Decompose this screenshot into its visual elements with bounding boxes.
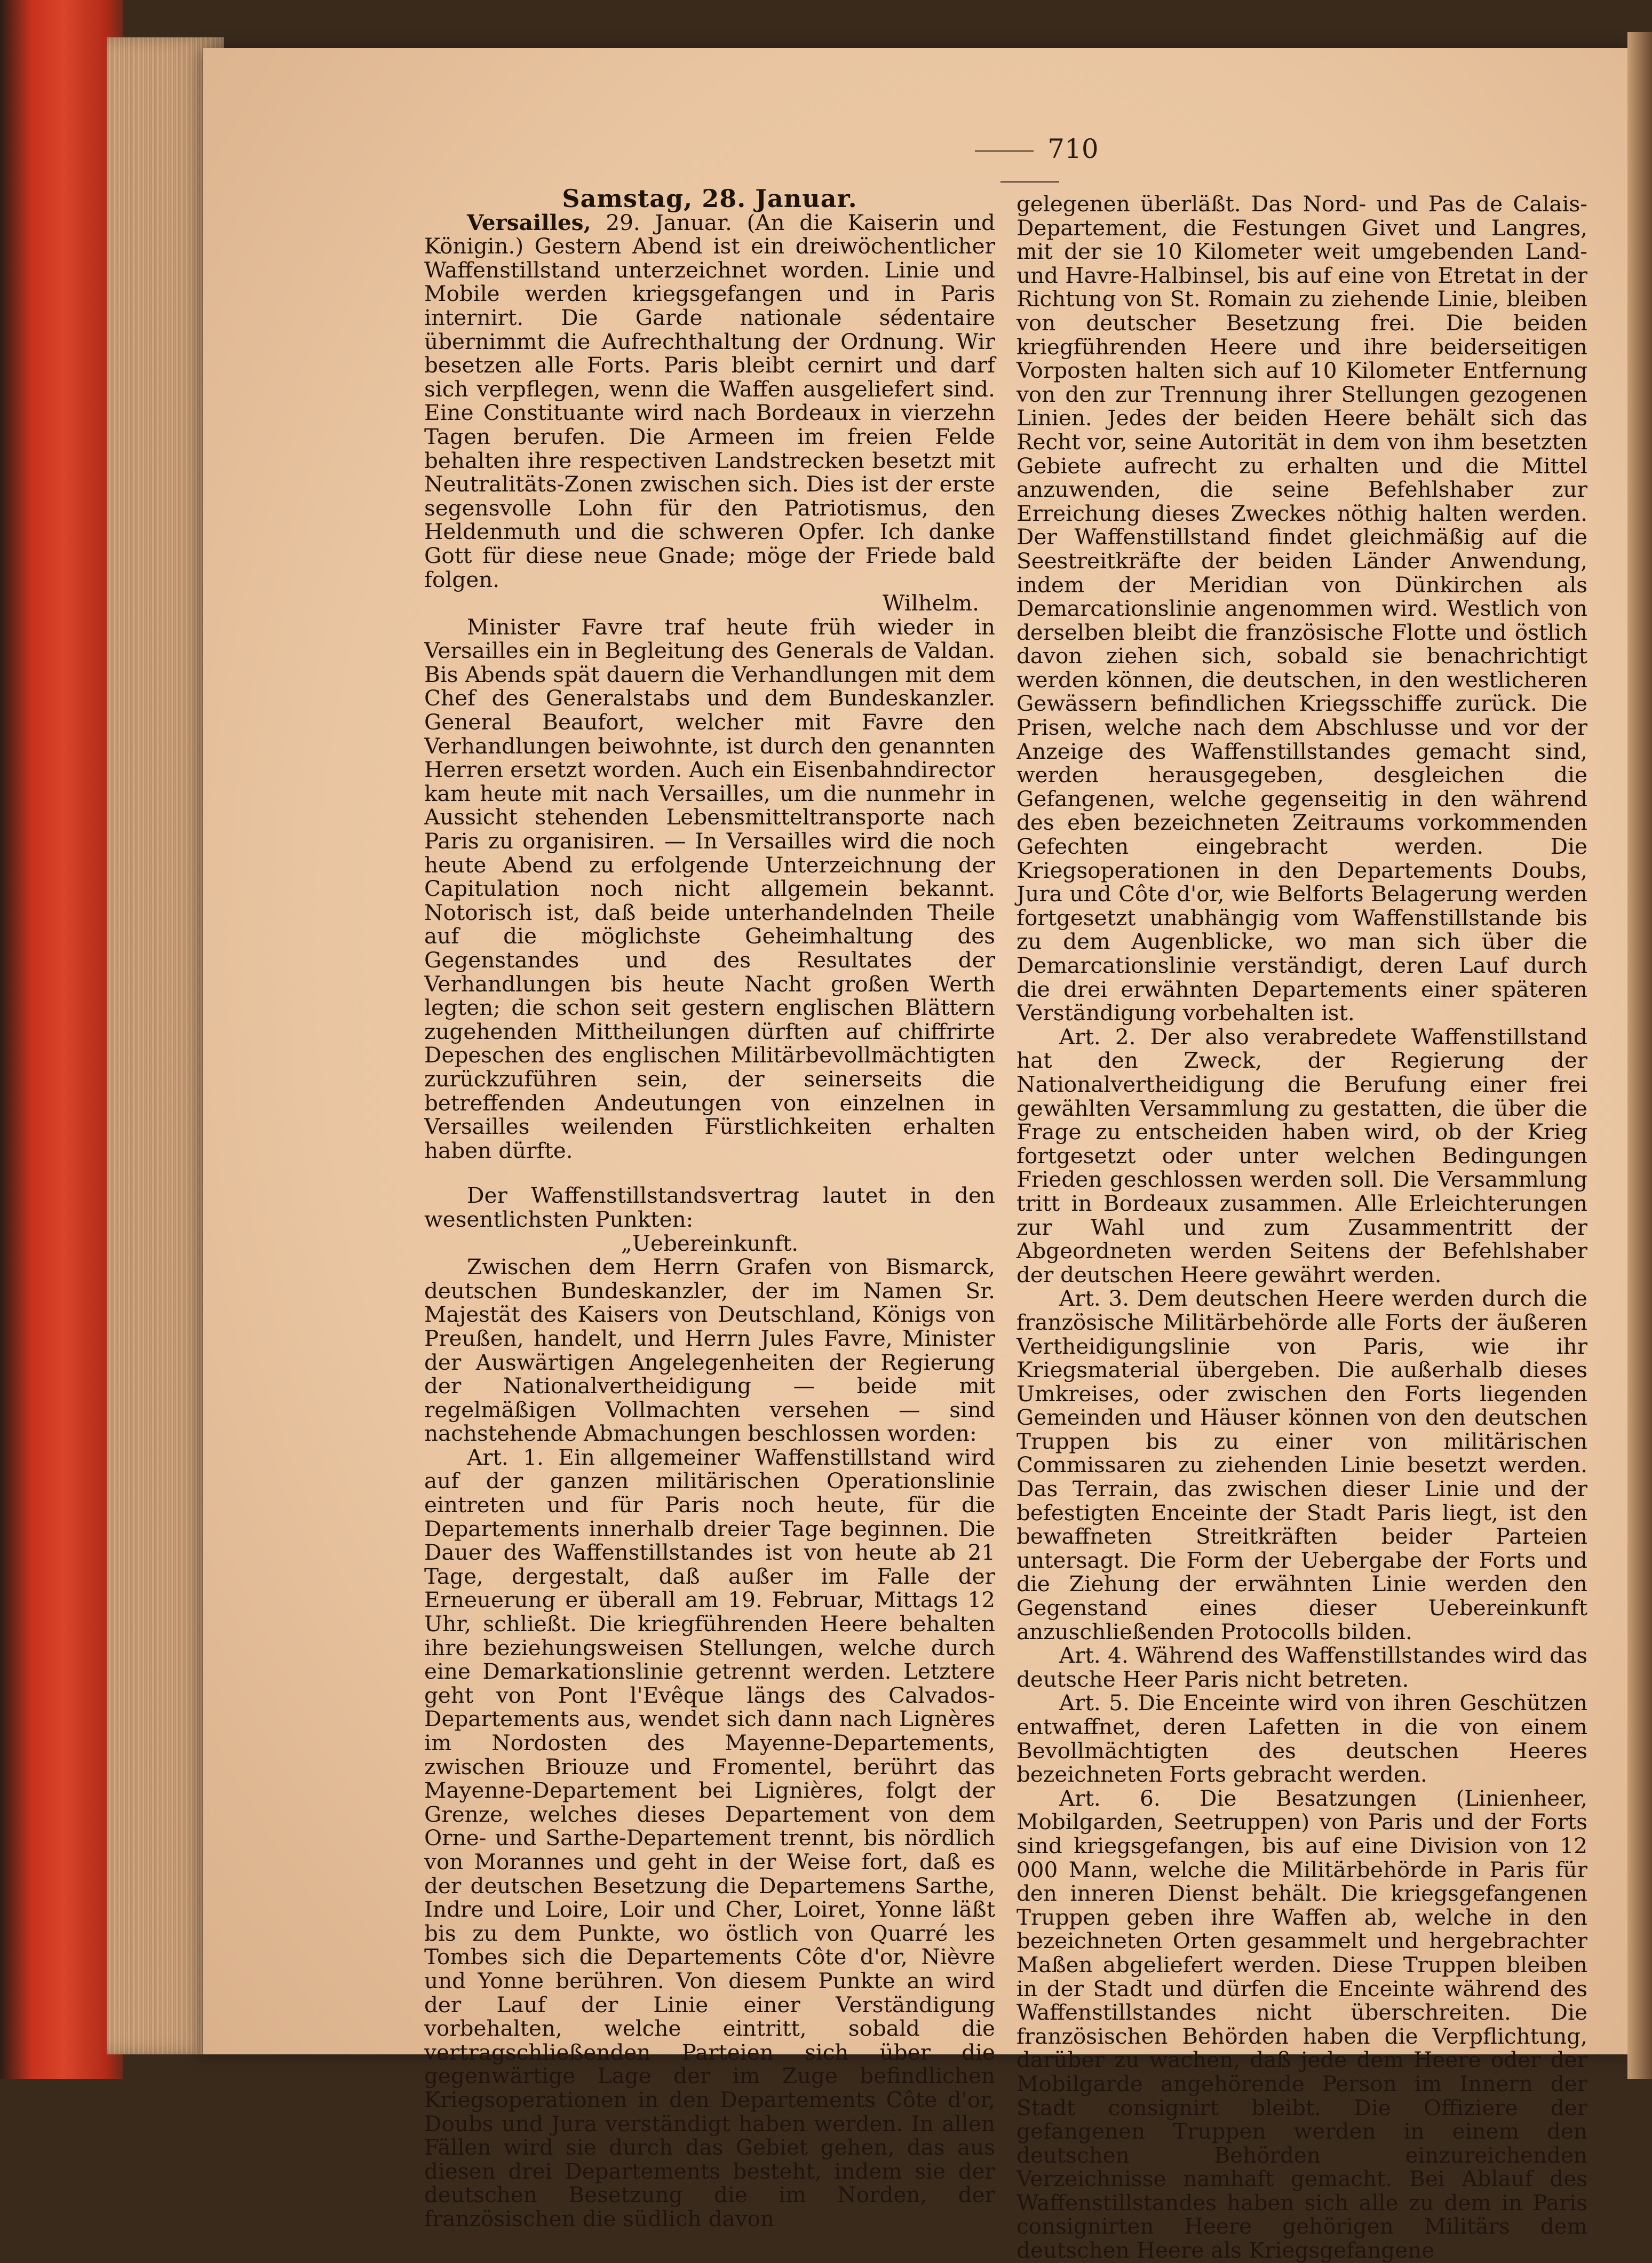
- page-right-edge: [1627, 32, 1652, 2079]
- article-6: Art. 6. Die Besatzungen (Linienheer, Mobilgarden, Seetruppen) von Paris und der Forts sind kriegsgefangen, bis auf eine Division von 12 000 Mann, welche die Militärbehörde in Paris für den inneren Dienst behält. Die kriegsgefangenen Truppen geben ihre Waffen ab, welche in den bezeichneten Orten gesammelt und hergebrachter Maßen abgeliefert werden. Diese Truppen bleiben in der Stadt und dürfen die Enceinte während des Waffenstillstandes nicht überschreiten. Die französischen Behörden haben die Verpflichtung, darüber zu wachen, daß jede dem Heere oder der Mobilgarde angehörende Person im Innern der Stadt consignirt bleibt. Die Offiziere der gefangenen Truppen werden in einem den deutschen Behörden einzureichenden Verzeichnisse namhaft gemacht. Bei Ablauf des Waffenstillstandes haben sich alle zu dem in Paris consignirten Heere gehörigen Militärs dem deutschen Heere als Kriegsgefangene: [1016, 1785, 1587, 2263]
- treaty-intro: Der Waffenstillstandsvertrag lautet in den wesentlichsten Punkten:: [424, 1182, 995, 1232]
- treaty-title: „Uebereinkunft.: [621, 1230, 799, 1256]
- left-column: [424, 184, 995, 2232]
- article-3: Art. 3. Dem deutschen Heere werden durch die französische Militärbehörde alle Forts der äußeren Vertheidigungslinie von Paris, wie ihr Kriegsmaterial übergeben. Die außerhalb dieses Umkreises, oder zwischen den Forts liegenden Gemeinden und Häuser können von den deutschen Truppen bis zu einer von militärischen Commissaren zu ziehenden Linie besetzt werden. Das Terrain, das zwischen dieser Linie und der befestigten Enceinte der Stadt Paris liegt, ist den bewaffneten Streitkräften beider Parteien untersagt. Die Form der Uebergabe der Forts und die Ziehung der erwähnten Linie werden den Gegenstand eines dieser Uebereinkunft anzuschließenden Protocolls bilden.: [1016, 1285, 1587, 1645]
- signature: Wilhelm.: [882, 590, 979, 616]
- article-1-continued: gelegenen überläßt. Das Nord- und Pas de Calais-Departement, die Festungen Givet und Langres, mit der sie 10 Kilometer weit umgebenden Land- und Havre-Halbinsel, bis auf eine von Etretat in der Richtung von St. Romain zu ziehende Linie, bleiben von deutscher Besetzung frei. Die beiden kriegführenden Heere und ihre beiderseitigen Vorposten halten sich auf 10 Kilometer Entfernung von den zur Trennung ihrer Stellungen gezogenen Linien. Jedes der beiden Heere behält sich das Recht vor, seine Autorität in dem von ihm besetzten Gebiete aufrecht zu erhalten und die Mittel anzuwenden, die seine Befehlshaber zur Erreichung dieses Zweckes nöthig halten werden. Der Waffenstillstand findet gleichmäßig auf die Seestreitkräfte der beiden Länder Anwendung, indem der Meridian von Dünkirchen als Demarcationslinie angenommen wird. Westlich von derselben bleibt die französische Flotte und östlich davon ziehen sich, sobald sie benachrichtigt werden können, die deutschen, in den westlicheren Gewässern befindlichen Kriegsschiffe zurück. Die Prisen, welche nach dem Abschlusse und vor der Anzeige des Waffenstillstandes gemacht sind, werden herausgegeben, desgleichen die Gefangenen, welche gegenseitig in den während des eben bezeichneten Zeitraums vorkommenden Gefechten eingebracht werden. Die Kriegsoperationen in den Departements Doubs, Jura und Côte d'or, wie Belforts Belagerung werden fortgesetzt unabhängig vom Waffenstillstande bis zu dem Augenblicke, wo man sich über die Demarcationslinie verständigt, deren Lauf durch die drei erwähnten Departements einer späteren Verständigung vorbehalten ist.: [1016, 191, 1587, 1026]
- right-column: [1016, 192, 1587, 2262]
- spacer: [424, 1162, 995, 1184]
- dateline: Versailles,: [467, 209, 591, 235]
- treaty-preamble: Zwischen dem Herrn Grafen von Bismarck, deutschen Bundeskanzler, der im Namen Sr. Majestät des Kaisers von Deutschland, Königs von Preußen, handelt, und Herrn Jules Favre, Minister der Auswärtigen Angelegenheiten der Regierung der Nationalvertheidigung — beide mit regelmäßigen Vollmachten versehen — sind nachstehende Abmachungen beschlossen worden:: [424, 1254, 995, 1447]
- report-paragraph: Minister Favre traf heute früh wieder in Versailles ein in Begleitung des Generals de Valdan. Bis Abends spät dauern die Verhandlungen mit dem Chef des Generalstabs und dem Bundeskanzler. General Beaufort, welcher mit Favre den Verhandlungen beiwohnte, ist durch den genannten Herren ersetzt worden. Auch ein Eisenbahndirector kam heute mit nach Versailles, um die nunmehr in Aussicht stehenden Lebensmitteltransporte nach Paris zu organisiren. — In Versailles wird die noch heute Abend zu erfolgende Unterzeichnung der Capitulation noch nicht allgemein bekannt. Notorisch ist, daß beide unterhandelnden Theile auf die möglichste Geheimhaltung des Gegenstandes und des Resultates der Verhandlungen bis heute Nacht großen Werth legten; die schon seit gestern englischen Blättern zugehenden Mittheilungen dürften auf chiffrirte Depeschen des englischen Militärbevollmächtigten zurückzuführen sein, der seinerseits die betreffenden Andeutungen von einzelnen in Versailles weilenden Fürstlichkeiten erhalten haben dürfte.: [424, 614, 995, 1163]
- page-number: 710: [923, 133, 1137, 195]
- book-cover: [0, 0, 123, 2079]
- telegram-paragraph: [424, 211, 995, 592]
- article-1: Art. 1. Ein allgemeiner Waffenstillstand wird auf der ganzen militärischen Operationslinie eintreten und für Paris noch heute, für die Departements innerhalb dreier Tage beginnen. Die Dauer des Waffenstillstandes ist von heute ab 21 Tage, dergestalt, daß außer im Falle der Erneuerung er überall am 19. Februar, Mittags 12 Uhr, schließt. Die kriegführenden Heere behalten ihre beziehungsweisen Stellungen, welche durch eine Demarkationslinie getrennt werden. Letztere geht von Pont l'Evêque längs des Calvados-Departements aus, wendet sich dann nach Lignères im Nordosten des Mayenne-Departements, zwischen Briouze und Fromentel, berührt das Mayenne-Departement bei Lignières, folgt der Grenze, welches dieses Departement von dem Orne- und Sarthe-Departement trennt, bis nördlich von Morannes und geht in der Weise fort, daß es der deutschen Besetzung die Departemens Sarthe, Indre und Loire, Loir und Cher, Loiret, Yonne läßt bis zu dem Punkte, wo östlich von Quarré les Tombes sich die Departements Côte d'or, Nièvre und Yonne berühren. Von diesem Punkte an wird der Lauf der Linie einer Verständigung vorbehalten, welche eintritt, sobald die vertragschließenden Parteien sich über die gegenwärtige Lage der im Zuge befindlichen Kriegsoperationen in den Departements Côte d'or, Doubs und Jura verständigt haben werden. In allen Fällen wird sie durch das Gebiet gehen, das aus diesen drei Departements besteht, indem sie der deutschen Besetzung die im Norden, der französischen die südlich davon: [424, 1444, 995, 2232]
- article-4: Art. 4. Während des Waffenstillstandes wird das deutsche Heer Paris nicht betreten.: [1016, 1642, 1587, 1692]
- date-heading: Samstag, 28. Januar.: [562, 184, 857, 213]
- article-5: Art. 5. Die Enceinte wird von ihren Geschützen entwaffnet, deren Lafetten in die von einem Bevollmächtigten des deutschen Heeres bezeichneten Forts gebracht werden.: [1016, 1690, 1587, 1788]
- telegram-text: 29. Januar. (An die Kaiserin und Königin.) Gestern Abend ist ein dreiwöchentlicher Waffenstillstand unterzeichnet worden. Linie und Mobile werden kriegsgefangen und in Paris internirt. Die Garde nationale sédentaire übernimmt die Aufrechthaltung der Ordnung. Wir besetzen alle Forts. Paris bleibt cernirt und darf sich verpflegen, wenn die Waffen ausgeliefert sind. Eine Constituante wird nach Bordeaux in vierzehn Tagen berufen. Die Armeen im freien Felde behalten ihre respectiven Landstrecken besetzt mit Neutralitäts-Zonen zwischen sich. Dies ist der erste segensvolle Lohn für den Patriotismus, den Heldenmuth und die schweren Opfer. Ich danke Gott für diese neue Gnade; möge der Friede bald folgen.: [424, 209, 995, 592]
- article-2: Art. 2. Der also verabredete Waffenstillstand hat den Zweck, der Regierung der Nationalvertheidigung die Berufung einer frei gewählten Versammlung zu gestatten, die über die Frage zu entscheiden haben wird, ob der Krieg fortgesetzt oder unter welchen Bedingungen Frieden geschlossen werden soll. Die Versammlung tritt in Bordeaux zusammen. Alle Erleichterungen zur Wahl und zum Zusammentritt der Abgeordneten werden Seitens der Befehlshaber der deutschen Heere gewährt werden.: [1016, 1023, 1587, 1288]
